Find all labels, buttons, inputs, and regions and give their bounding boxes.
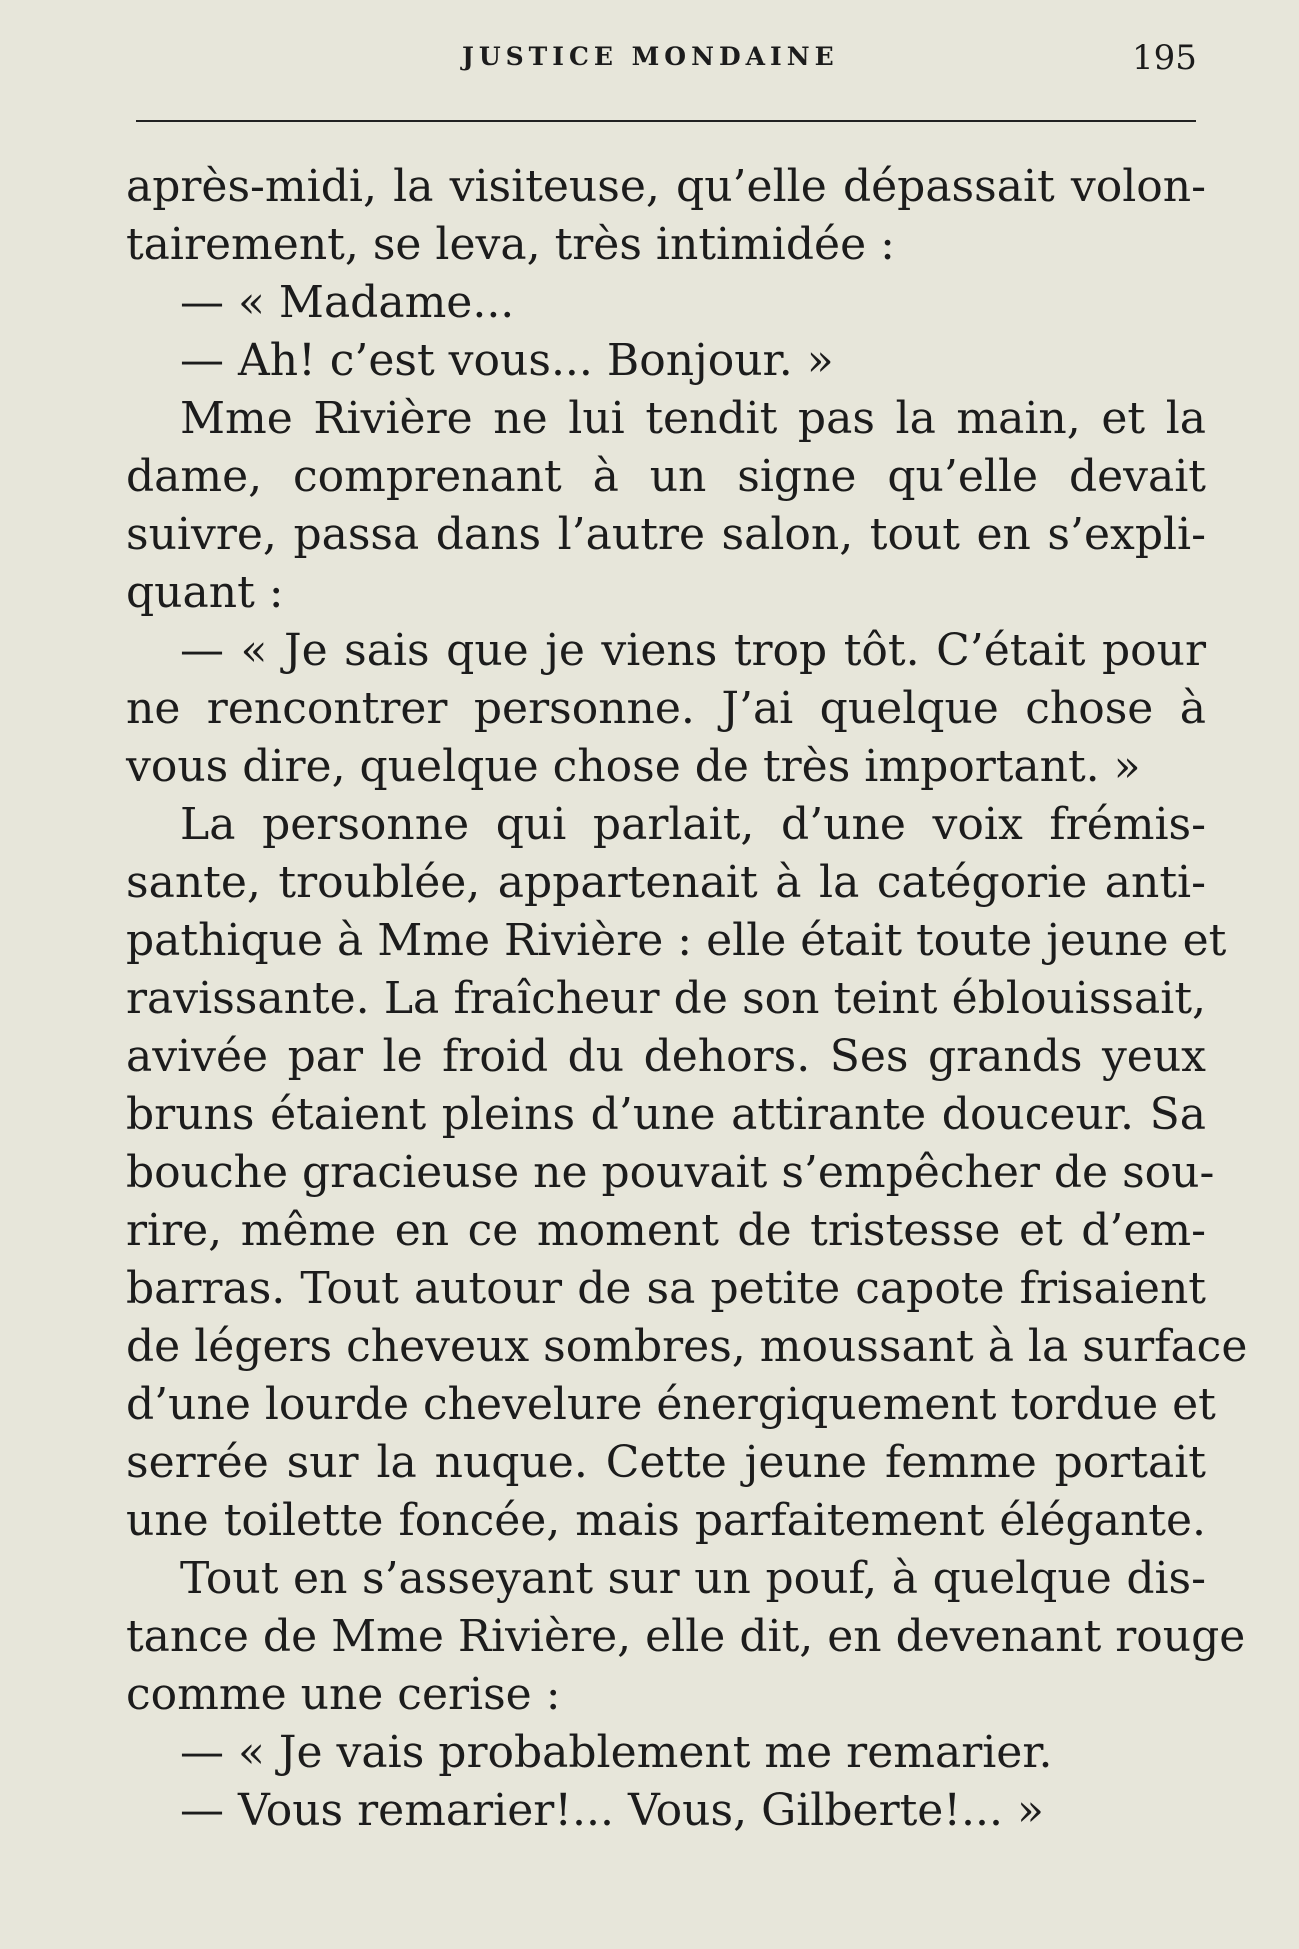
running-head: [0, 38, 1299, 78]
text-line: — Vous remarier!... Vous, Gilberte!... »: [180, 1785, 1044, 1836]
text-line: Mme Rivière ne lui tendit pas la main, et la: [180, 393, 1206, 444]
text-line: — « Madame...: [180, 277, 515, 328]
text-line: tairement, se leva, très intimidée :: [126, 219, 895, 270]
text-line: — « Je vais probablement me remarier.: [180, 1727, 1053, 1778]
header-rule: [136, 120, 1196, 122]
text-line: serrée sur la nuque. Cette jeune femme portait: [126, 1437, 1206, 1488]
text-line: dame, comprenant à un signe qu’elle devait: [126, 451, 1206, 502]
page-number: 195: [1132, 38, 1197, 78]
text-line: bruns étaient pleins d’une attirante douceur. Sa: [126, 1089, 1206, 1140]
text-line: une toilette foncée, mais parfaitement élégante.: [126, 1495, 1206, 1546]
text-line: barras. Tout autour de sa petite capote frisaient: [126, 1263, 1206, 1314]
text-line: La personne qui parlait, d’une voix frémis-: [180, 799, 1206, 850]
text-line: comme une cerise :: [126, 1669, 561, 1720]
text-line: — Ah! c’est vous... Bonjour. »: [180, 335, 834, 386]
text-line: vous dire, quelque chose de très important. »: [126, 741, 1141, 792]
text-line: quant :: [126, 567, 284, 618]
text-line: Tout en s’asseyant sur un pouf, à quelque dis-: [180, 1553, 1206, 1604]
text-line: d’une lourde chevelure énergiquement tordue et: [126, 1379, 1216, 1430]
text-line: de légers cheveux sombres, moussant à la surface: [126, 1321, 1248, 1372]
text-line: tance de Mme Rivière, elle dit, en devenant rouge: [126, 1611, 1246, 1662]
text-line: suivre, passa dans l’autre salon, tout en s’expli-: [126, 509, 1206, 560]
text-line: pathique à Mme Rivière : elle était toute jeune et: [126, 915, 1227, 966]
text-line: sante, troublée, appartenait à la catégorie anti-: [126, 857, 1206, 908]
text-line: ravissante. La fraîcheur de son teint éblouissait,: [126, 973, 1206, 1024]
text-line: — « Je sais que je viens trop tôt. C’était pour: [180, 625, 1206, 676]
text-line: avivée par le froid du dehors. Ses grands yeux: [126, 1031, 1206, 1082]
text-line: rire, même en ce moment de tristesse et d’em-: [126, 1205, 1206, 1256]
text-line: après-midi, la visiteuse, qu’elle dépassait volon-: [126, 161, 1206, 212]
text-line: bouche gracieuse ne pouvait s’empêcher de sou-: [126, 1147, 1215, 1198]
text-line: ne rencontrer personne. J’ai quelque chose à: [126, 683, 1206, 734]
running-title: JUSTICE MONDAINE: [462, 42, 839, 71]
body-text: [126, 158, 1248, 1840]
